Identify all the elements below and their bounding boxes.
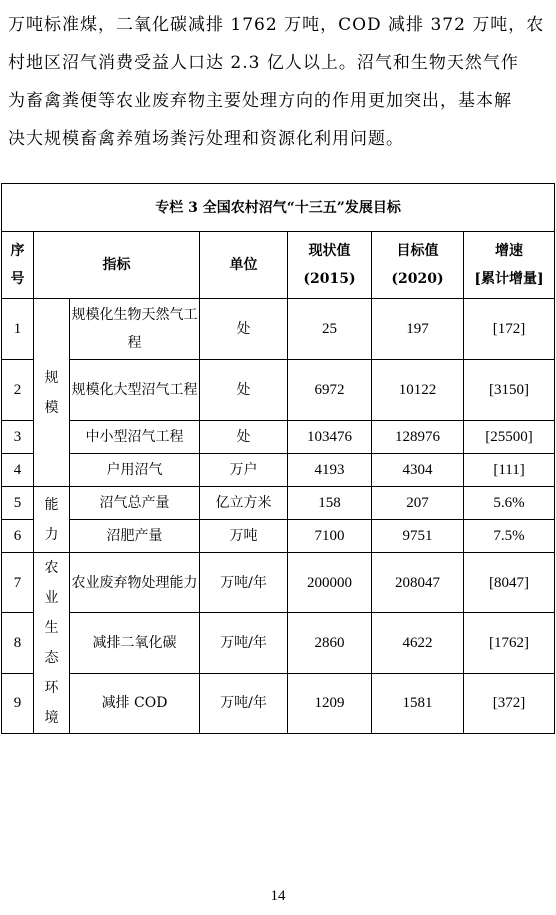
cell-target: 208047 [372, 553, 464, 613]
cell-growth: 5.6% [464, 487, 555, 520]
cell-target: 128976 [372, 421, 464, 454]
paragraph-line: 为畜禽粪便等农业废弃物主要处理方向的作用更加突出，基本解 [8, 91, 512, 111]
cell-seq: 9 [2, 673, 34, 733]
cell-current: 7100 [288, 520, 372, 553]
table-row [2, 360, 555, 421]
table-caption: 专栏 3 全国农村沼气“十三五”发展目标 [2, 184, 555, 232]
cell-target: 4622 [372, 613, 464, 673]
table-row [2, 487, 555, 520]
cell-current: 1209 [288, 673, 372, 733]
cell-seq: 4 [2, 454, 34, 487]
cell-indicator: 户用沼气 [70, 454, 200, 487]
cell-growth: [25500] [464, 421, 555, 454]
paragraph-line: 万吨标准煤，二氧化碳减排 1762 万吨，COD 减排 372 万吨，农 [8, 15, 545, 35]
cell-indicator: 沼肥产量 [70, 520, 200, 553]
table-row [2, 299, 555, 360]
cell-unit: 万吨/年 [200, 613, 288, 673]
cell-growth: [8047] [464, 553, 555, 613]
cell-growth: [111] [464, 454, 555, 487]
cell-seq: 7 [2, 553, 34, 613]
cell-unit: 处 [200, 360, 288, 421]
table-row [2, 613, 555, 673]
cell-indicator: 农业废弃物处理能力 [70, 553, 200, 613]
cell-current: 200000 [288, 553, 372, 613]
cell-unit: 万吨/年 [200, 673, 288, 733]
cell-seq: 8 [2, 613, 34, 673]
cell-current: 6972 [288, 360, 372, 421]
cell-target: 10122 [372, 360, 464, 421]
paragraph-line: 决大规模畜禽养殖场粪污处理和资源化利用问题。 [8, 129, 404, 149]
table-row [2, 520, 555, 553]
cell-unit: 处 [200, 299, 288, 360]
table-row [2, 454, 555, 487]
paragraph-line: 村地区沼气消费受益人口达 2.3 亿人以上。沼气和生物天然气作 [8, 53, 519, 73]
table-row [2, 673, 555, 733]
cell-unit: 万吨 [200, 520, 288, 553]
cell-target: 9751 [372, 520, 464, 553]
table-row [2, 421, 555, 454]
cell-growth: 7.5% [464, 520, 555, 553]
cell-unit: 万户 [200, 454, 288, 487]
cell-target: 4304 [372, 454, 464, 487]
cell-seq: 1 [2, 299, 34, 360]
cell-unit: 万吨/年 [200, 553, 288, 613]
header-growth: 增速 [累计增量] [464, 232, 555, 299]
cell-growth: [172] [464, 299, 555, 360]
cell-unit: 亿立方米 [200, 487, 288, 520]
header-seq: 序 号 [2, 232, 34, 299]
body-paragraph [8, 6, 550, 158]
cell-indicator: 中小型沼气工程 [70, 421, 200, 454]
cell-current: 158 [288, 487, 372, 520]
cell-indicator: 规模化生物天然气工程 [70, 299, 200, 360]
cell-current: 2860 [288, 613, 372, 673]
cell-indicator: 沼气总产量 [70, 487, 200, 520]
header-target: 目标值 (2020) [372, 232, 464, 299]
cell-unit: 处 [200, 421, 288, 454]
cell-current: 4193 [288, 454, 372, 487]
header-current: 现状值 (2015) [288, 232, 372, 299]
cell-growth: [1762] [464, 613, 555, 673]
page-number: 14 [270, 888, 286, 904]
cell-current: 25 [288, 299, 372, 360]
cell-target: 207 [372, 487, 464, 520]
cell-growth: [3150] [464, 360, 555, 421]
cell-growth: [372] [464, 673, 555, 733]
cell-indicator: 减排 COD [70, 673, 200, 733]
group-label-agri-eco: 农 业 生 态 环 境 [34, 553, 70, 734]
table-row [2, 553, 555, 613]
targets-table [1, 183, 555, 734]
cell-seq: 3 [2, 421, 34, 454]
header-indicator: 指标 [34, 232, 200, 299]
cell-seq: 6 [2, 520, 34, 553]
cell-target: 197 [372, 299, 464, 360]
cell-indicator: 规模化大型沼气工程 [70, 360, 200, 421]
cell-seq: 2 [2, 360, 34, 421]
cell-target: 1581 [372, 673, 464, 733]
cell-indicator: 减排二氧化碳 [70, 613, 200, 673]
group-label-capacity: 能 力 [34, 487, 70, 553]
cell-seq: 5 [2, 487, 34, 520]
group-label-scale: 规 模 [34, 299, 70, 487]
cell-current: 103476 [288, 421, 372, 454]
header-unit: 单位 [200, 232, 288, 299]
